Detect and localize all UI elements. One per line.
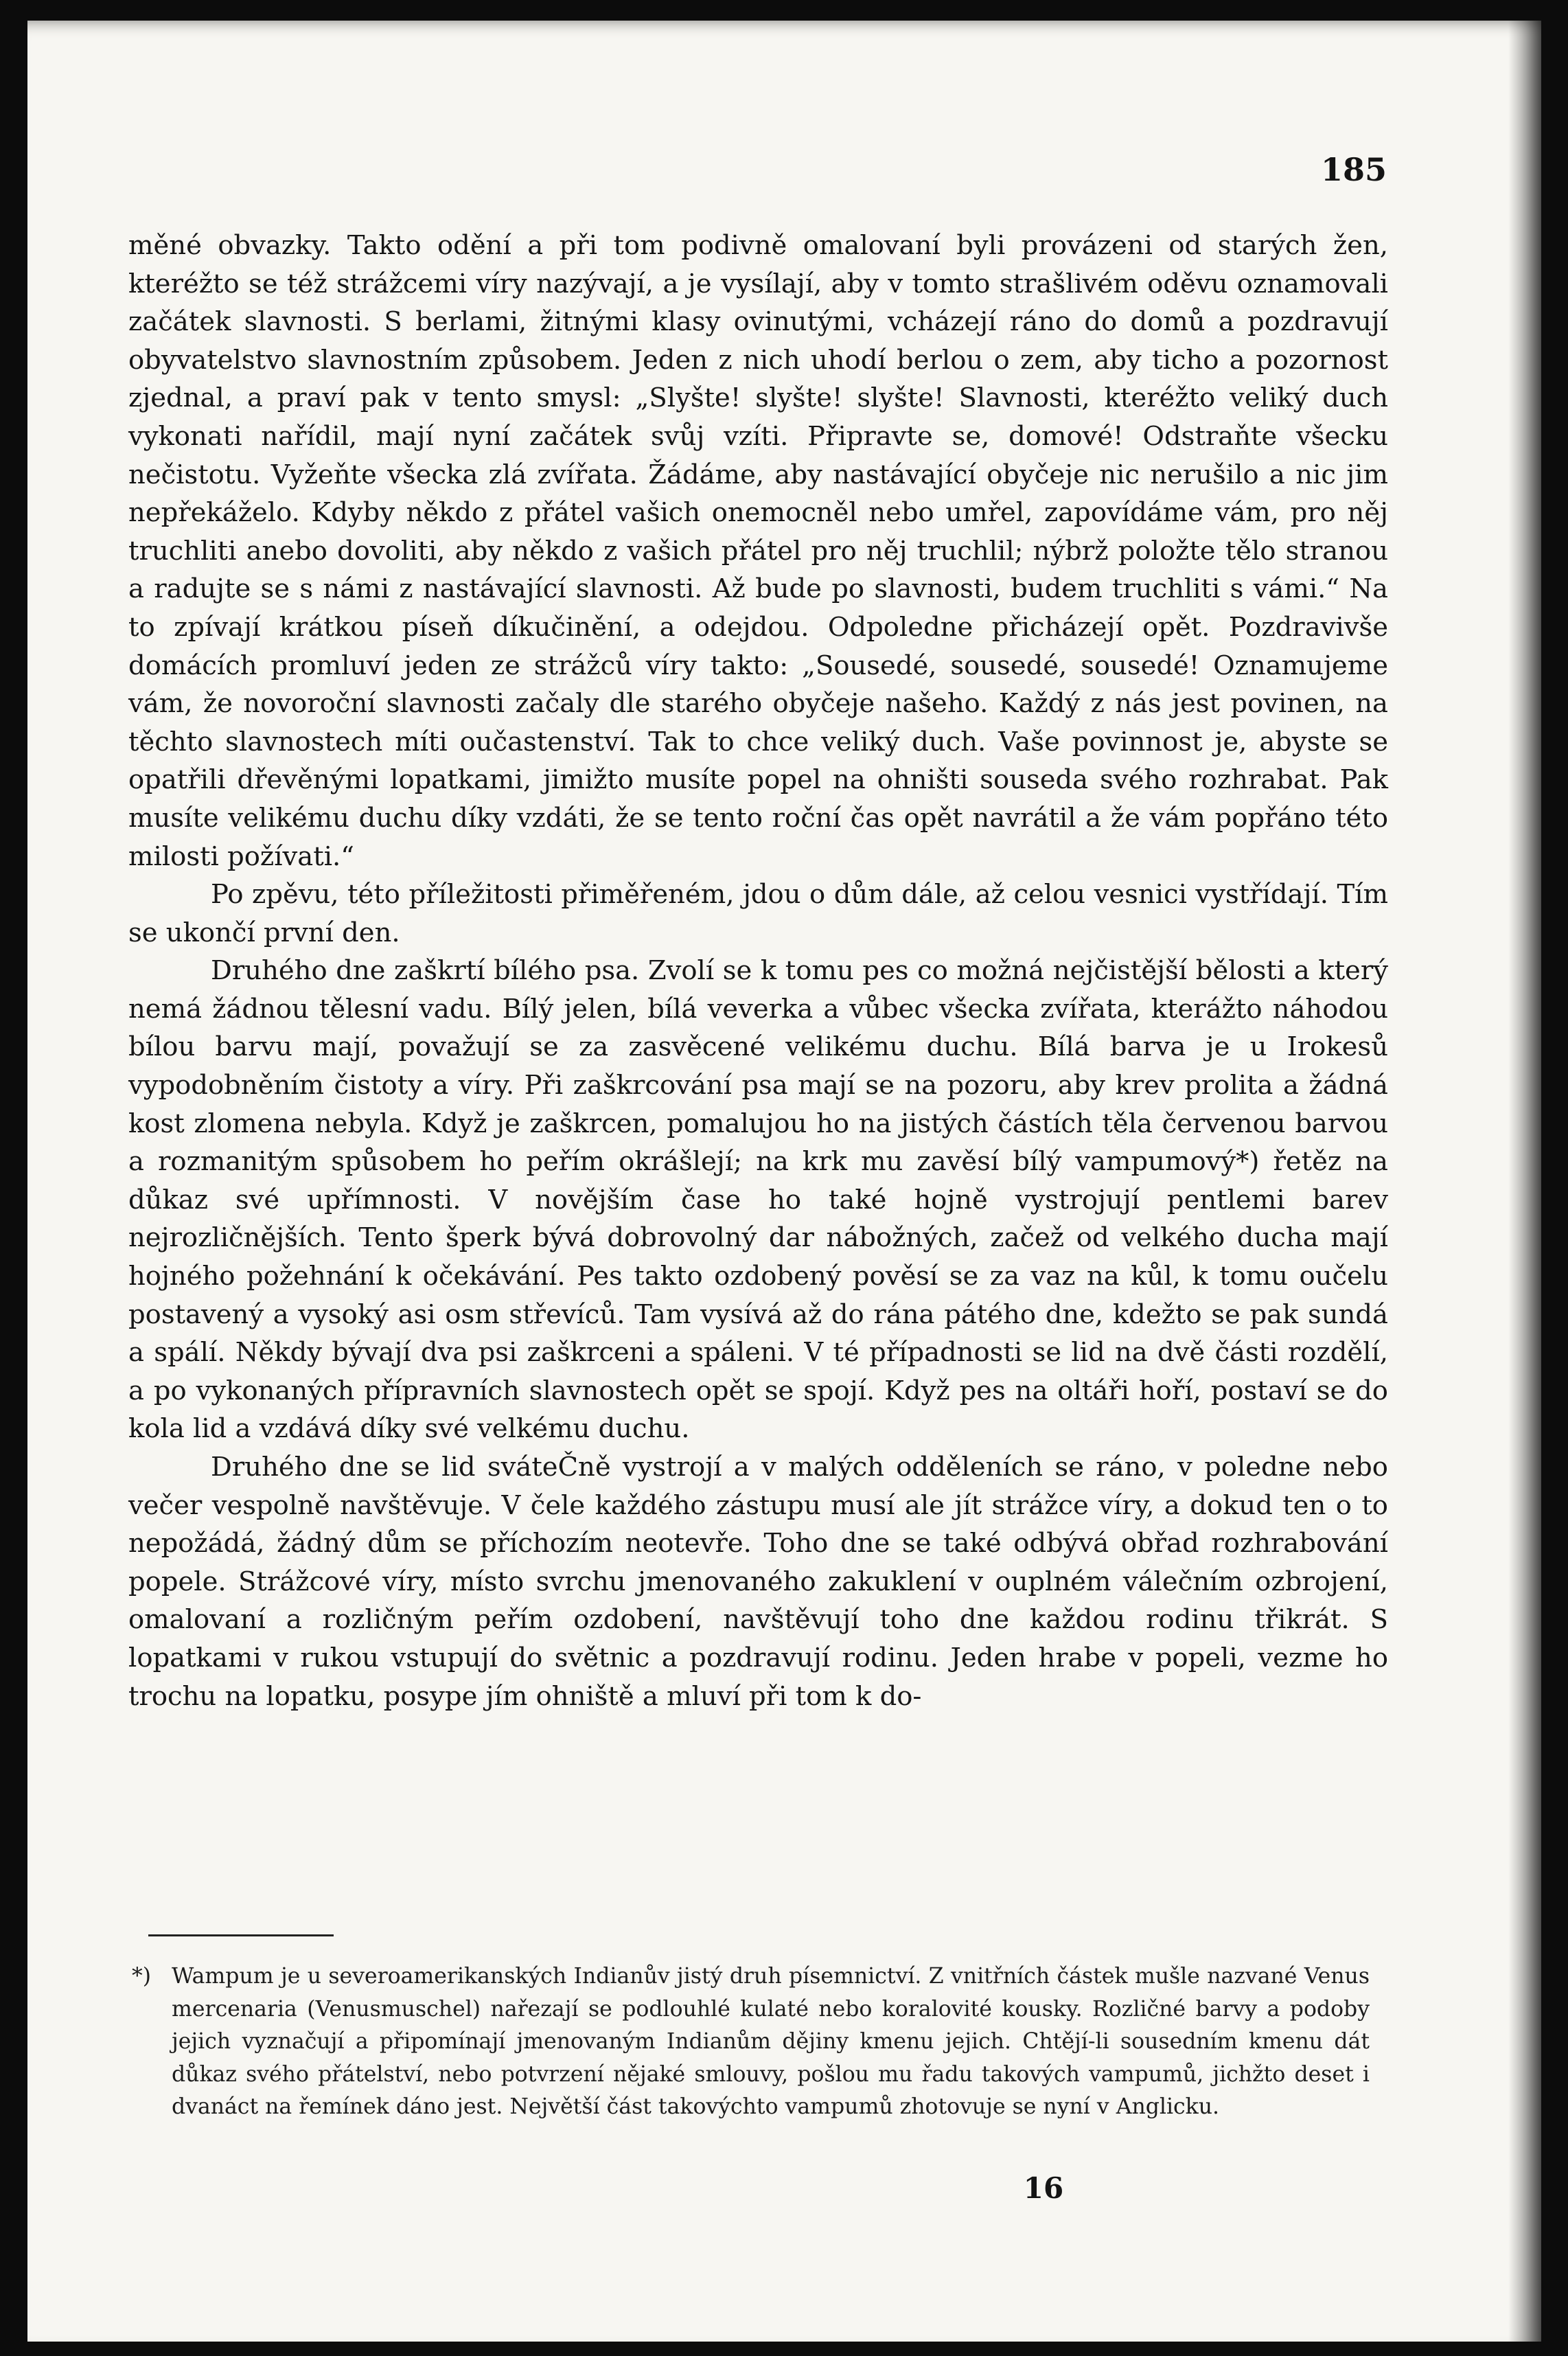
- footnote-text: Wampum je u severoamerikanských Indianův jistý druh písemnictví. Z vnitřních částek mušle nazvané Venus mercenaria (Venusmuschel) nařezají se podlouhlé kulaté nebo koralovité kousky. Rozličné barvy a podoby jejich vyznačují a připomínají jmenovaným Indianům dějiny kmenu jejich. Chtějí-li sousedním kmenu dát důkaz svého přátelství, nebo potvrzení nějaké smlouvy, pošlou mu řadu takových vampumů, jichžto deset i dvanáct na řemínek dáno jest. Největší část takovýchto vampumů zhotovuje se nyní v Anglicku.: [172, 1964, 1370, 2119]
- page-number: 185: [1320, 151, 1387, 188]
- paragraph: Druhého dne se lid sváteČně vystrojí a v malých odděleních se ráno, v poledne nebo večer vespolně navštěvuje. V čele každého zástupu musí ale jít strážce víry, a dokud ten o to nepožádá, žádný dům se příchozím neotevře. Toho dne se také odbývá obřad rozhrabování popele. Strážcové víry, místo svrchu jmenovaného zakuklení v ouplném válečním ozbrojení, omalovaní a rozličným peřím ozdobení, navštěvují toho dne každou rodinu třikrát. S lopatkami v rukou vstupují do světnic a pozdravují rodinu. Jeden hrabe v popeli, vezme ho trochu na lopatku, posype jím ohniště a mluví při tom k do-: [128, 1452, 1388, 1712]
- signature-mark: 16: [1023, 2171, 1064, 2205]
- footnote: [132, 1960, 1370, 2124]
- main-text: [128, 227, 1388, 1715]
- page-spine-shadow: [1508, 21, 1541, 2342]
- footnote-mark: *): [132, 1964, 152, 1989]
- paragraph: Po zpěvu, této příležitosti přiměřeném, jdou o dům dále, až celou vesnici vystřídají. Tím se ukončí první den.: [128, 879, 1388, 948]
- paragraph: Druhého dne zaškrtí bílého psa. Zvolí se k tomu pes co možná nejčistější bělosti a který nemá žádnou tělesní vadu. Bílý jelen, bílá veverka a vůbec všecka zvířata, kterážto náhodou bílou barvu mají, považují se za zasvěcené velikému duchu. Bílá barva je u Irokesů vypodobněním čistoty a víry. Při zaškrcování psa mají se na pozoru, aby krev prolita a žádná kost zlomena nebyla. Když je zaškrcen, pomalujou ho na jistých částích těla červenou barvou a rozmanitým spůsobem ho peřím okrášlejí; na krk mu zavěsí bílý vampumový*) řetěz na důkaz své upřímnosti. V novějším čase ho také hojně vystrojují pentlemi barev nejrozličnějších. Tento šperk bývá dobrovolný dar nábožných, začež od velkého ducha mají hojného požehnání k očekávání. Pes takto ozdobený pověsí se za vaz na kůl, k tomu oučelu postavený a vysoký asi osm střevíců. Tam vysívá až do rána pátého dne, kdežto se pak sundá a spálí. Někdy bývají dva psi zaškrceni a spáleni. V té případnosti se lid na dvě části rozdělí, a po vykonaných přípravních slavnostech opět se spojí. Když pes na oltáři hoří, postaví se do kola lid a vzdává díky své velkému duchu.: [128, 955, 1388, 1445]
- paragraph-continued: měné obvazky. Takto odění a při tom podivně omalovaní byli provázeni od starých žen, kteréžto se též strážcemi víry nazývají, a je vysílají, aby v tomto strašlivém oděvu oznamovali začátek slavnosti. S berlami, žitnými klasy ovinutými, vcházejí ráno do domů a pozdravují obyvatelstvo slavnostním způsobem. Jeden z nich uhodí berlou o zem, aby ticho a pozornost zjednal, a praví pak v tento smysl: „Slyšte! slyšte! slyšte! Slavnosti, kteréžto veliký duch vykonati nařídil, mají nyní začátek svůj vzíti. Připravte se, domové! Odstraňte všecku nečistotu. Vyžeňte všecka zlá zvířata. Žádáme, aby nastávající obyčeje nic nerušilo a nic jim nepřekáželo. Kdyby někdo z přátel vašich onemocněl nebo umřel, zapovídáme vám, pro něj truchliti anebo dovoliti, aby někdo z vašich přátel pro něj truchlil; nýbrž položte tělo stranou a radujte se s námi z nastávající slavnosti. Až bude po slavnosti, budem truchliti s vámi.“ Na to zpívají krátkou píseň díkučinění, a odejdou. Odpoledne přicházejí opět. Pozdravivše domácích promluví jeden ze strážců víry takto: „Sousedé, sousedé, sousedé! Oznamujeme vám, že novoroční slavnosti začaly dle starého obyčeje našeho. Každý z nás jest povinen, na těchto slavnostech míti oučastenství. Tak to chce veliký duch. Vaše povinnost je, abyste se opatřili dřevěnými lopatkami, jimižto musíte popel na ohništi souseda svého rozhrabat. Pak musíte velikému duchu díky vzdáti, že se tento roční čas opět navrátil a že vám popřáno této milosti požívati.“: [128, 230, 1388, 872]
- book-page: [27, 21, 1541, 2342]
- footnote-separator: [148, 1934, 334, 1936]
